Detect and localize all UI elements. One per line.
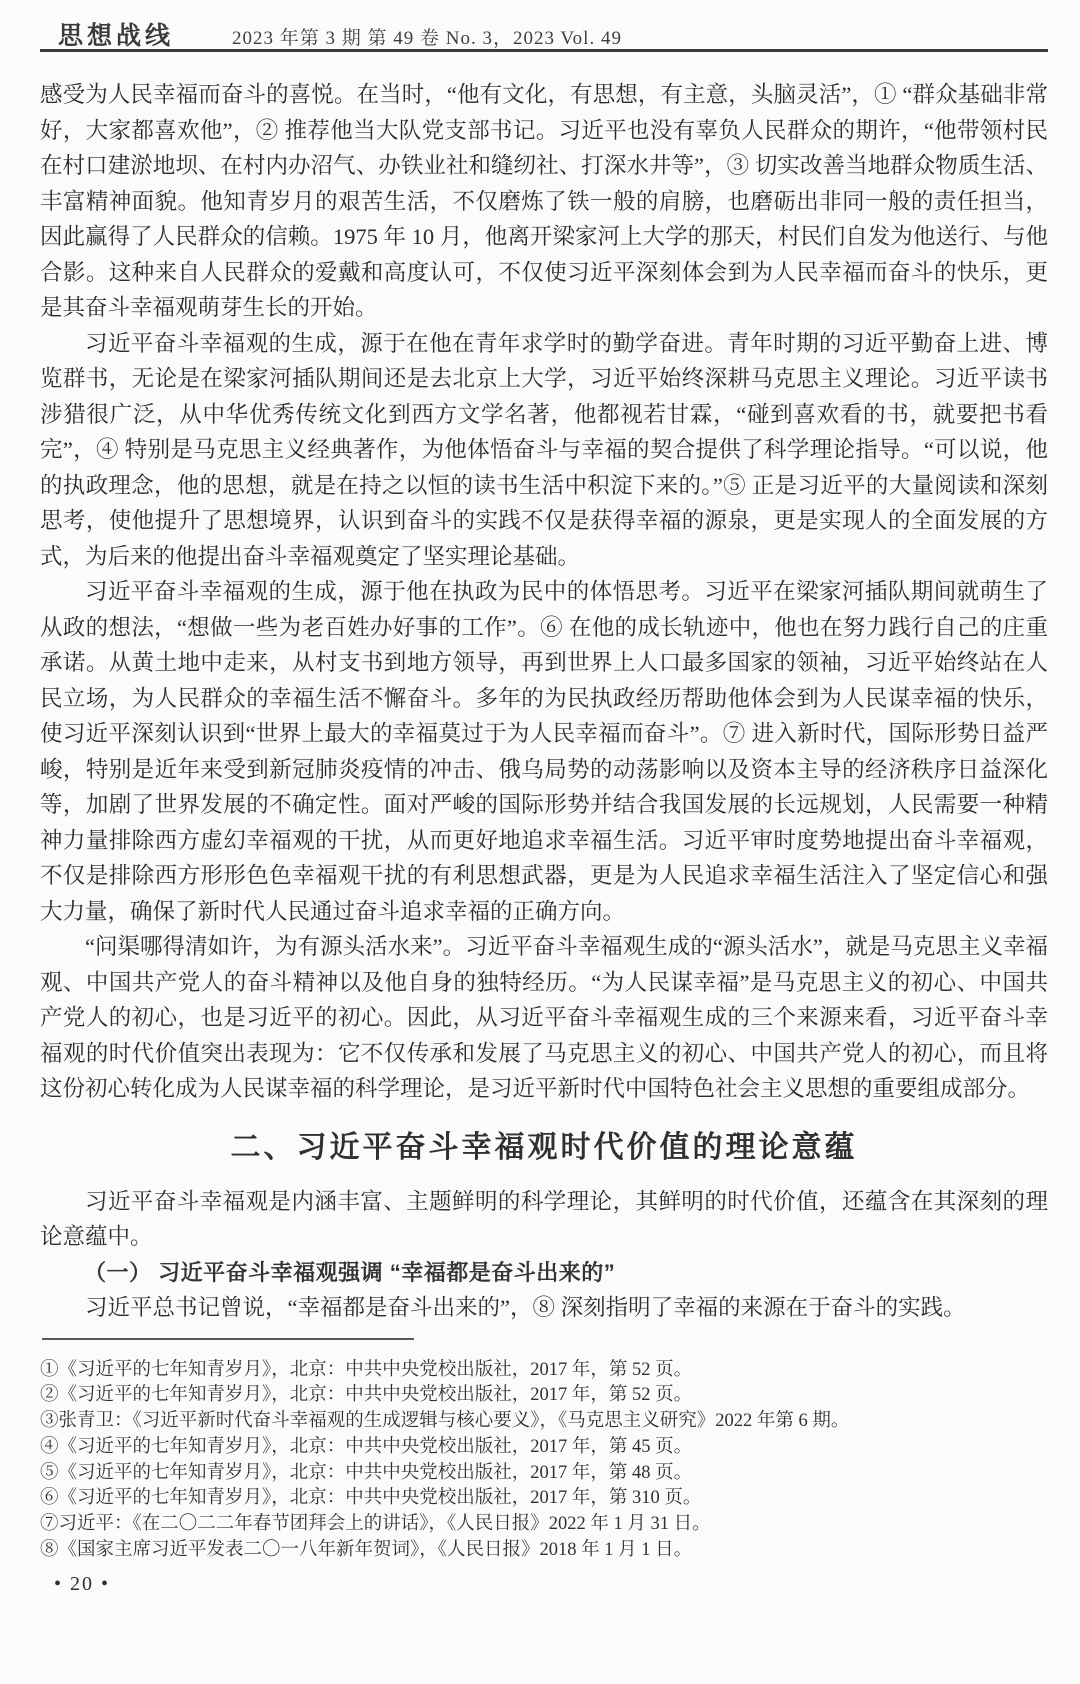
paragraph: 习近平奋斗幸福观是内涵丰富、主题鲜明的科学理论，其鲜明的时代价值，还蕴含在其深刻的理论意蕴中。 (40, 1188, 1048, 1249)
section-heading: 二、习近平奋斗幸福观时代价值的理论意蕴 (230, 1130, 858, 1164)
footnote: ⑦习近平：《在二〇二二年春节团拜会上的讲话》，《人民日报》2022 年 1 月 31 日。 (40, 1514, 711, 1535)
footnote: ⑥《习近平的七年知青岁月》，北京：中共中央党校出版社，2017 年，第 310 页。 (40, 1488, 702, 1509)
footnote: ①《习近平的七年知青岁月》，北京：中共中央党校出版社，2017 年，第 52 页。 (40, 1359, 693, 1380)
subsection-heading: （一） 习近平奋斗幸福观强调 “幸福都是奋斗出来的” (84, 1259, 616, 1285)
footnote: ⑧《国家主席习近平发表二〇一八年新年贺词》，《人民日报》2018 年 1 月 1 日。 (40, 1540, 693, 1561)
issue-info: 2023 年第 3 期 第 49 卷 No. 3，2023 Vol. 49 (232, 28, 622, 49)
article-body (40, 77, 1048, 1326)
footnote: ④《习近平的七年知青岁月》，北京：中共中央党校出版社，2017 年，第 45 页。 (40, 1436, 693, 1457)
paragraph-continued: 感受为人民幸福而奋斗的喜悦。在当时，“他有文化，有思想，有主意，头脑灵活”，① “群众基础非常好，大家都喜欢他”，② 推荐他当大队党支部书记。习近平也没有辜负人民群众的期许，“他带领村民在村口建淤地坝、在村内办沼气、办铁业社和缝纫社、打深水井等”，③ 切实改善当地群众物质生活、丰富精神面貌。他知青岁月的艰苦生活，不仅磨炼了铁一般的肩膀，也磨砺出非同一般的责任担当，因此赢得了人民群众的信赖。1975 年 10 月，他离开梁家河上大学的那天，村民们自发为他送行、与他合影。这种来自人民群众的爱戴和高度认可，不仅使习近平深刻体会到为人民幸福而奋斗的快乐，更是其奋斗幸福观萌芽生长的开始。 (40, 82, 1048, 320)
paragraph: 习近平奋斗幸福观的生成，源于他在执政为民中的体悟思考。习近平在梁家河插队期间就萌生了从政的想法，“想做一些为老百姓办好事的工作”。⑥ 在他的成长轨迹中，他也在努力践行自己的庄重承诺。从黄土地中走来，从村支书到地方领导，再到世界上人口最多国家的领袖，习近平始终站在人民立场，为人民群众的幸福生活不懈奋斗。多年的为民执政经历帮助他体会到为人民谋幸福的快乐，使习近平深刻认识到“世界上最大的幸福莫过于为人民幸福而奋斗”。⑦ 进入新时代，国际形势日益严峻，特别是近年来受到新冠肺炎疫情的冲击、俄乌局势的动荡影响以及资本主导的经济秩序日益深化等，加剧了世界发展的不确定性。面对严峻的国际形势并结合我国发展的长远规划，人民需要一种精神力量排除西方虚幻幸福观的干扰，从而更好地追求幸福生活。习近平审时度势地提出奋斗幸福观，不仅是排除西方形形色色幸福观干扰的有利思想武器，更是为人民追求幸福生活注入了坚定信心和强大力量，确保了新时代人民通过奋斗追求幸福的正确方向。 (40, 579, 1048, 924)
footnote: ②《习近平的七年知青岁月》，北京：中共中央党校出版社，2017 年，第 52 页。 (40, 1385, 693, 1406)
footnote: ③张青卫：《习近平新时代奋斗幸福观的生成逻辑与核心要义》，《马克思主义研究》2022 年第 6 期。 (40, 1411, 850, 1432)
paragraph: 习近平奋斗幸福观的生成，源于在他在青年求学时的勤学奋进。青年时期的习近平勤奋上进、博览群书，无论是在梁家河插队期间还是去北京上大学，习近平始终深耕马克思主义理论。习近平读书涉猎很广泛，从中华优秀传统文化到西方文学名著，他都视若甘霖，“碰到喜欢看的书，就要把书看完”，④ 特别是马克思主义经典著作，为他体悟奋斗与幸福的契合提供了科学理论指导。“可以说，他的执政理念，他的思想，就是在持之以恒的读书生活中积淀下来的。”⑤ 正是习近平的大量阅读和深刻思考，使他提升了思想境界，认识到奋斗的实践不仅是获得幸福的源泉，更是实现人的全面发展的方式，为后来的他提出奋斗幸福观奠定了坚实理论基础。 (40, 330, 1048, 569)
page-number: • 20 • (54, 1572, 111, 1595)
journal-name: 思想战线 (58, 23, 175, 50)
footnote: ⑤《习近平的七年知青岁月》，北京：中共中央党校出版社，2017 年，第 48 页。 (40, 1462, 693, 1483)
page-header (40, 16, 1048, 50)
footnote-divider (42, 1338, 414, 1340)
paragraph: 习近平总书记曾说，“幸福都是奋斗出来的”，⑧ 深刻指明了幸福的来源在于奋斗的实践。 (85, 1295, 966, 1320)
footnotes-section (40, 1338, 1048, 1596)
paragraph: “问渠哪得清如许，为有源头活水来”。习近平奋斗幸福观生成的“源头活水”，就是马克思主义幸福观、中国共产党人的奋斗精神以及他自身的独特经历。“为人民谋幸福”是马克思主义的初心、中国共产党人的初心，也是习近平的初心。因此，从习近平奋斗幸福观生成的三个来源来看，习近平奋斗幸福观的时代价值突出表现为：它不仅传承和发展了马克思主义的初心、中国共产党人的初心，而且将这份初心转化成为人民谋幸福的科学理论，是习近平新时代中国特色社会主义思想的重要组成部分。 (40, 934, 1048, 1101)
